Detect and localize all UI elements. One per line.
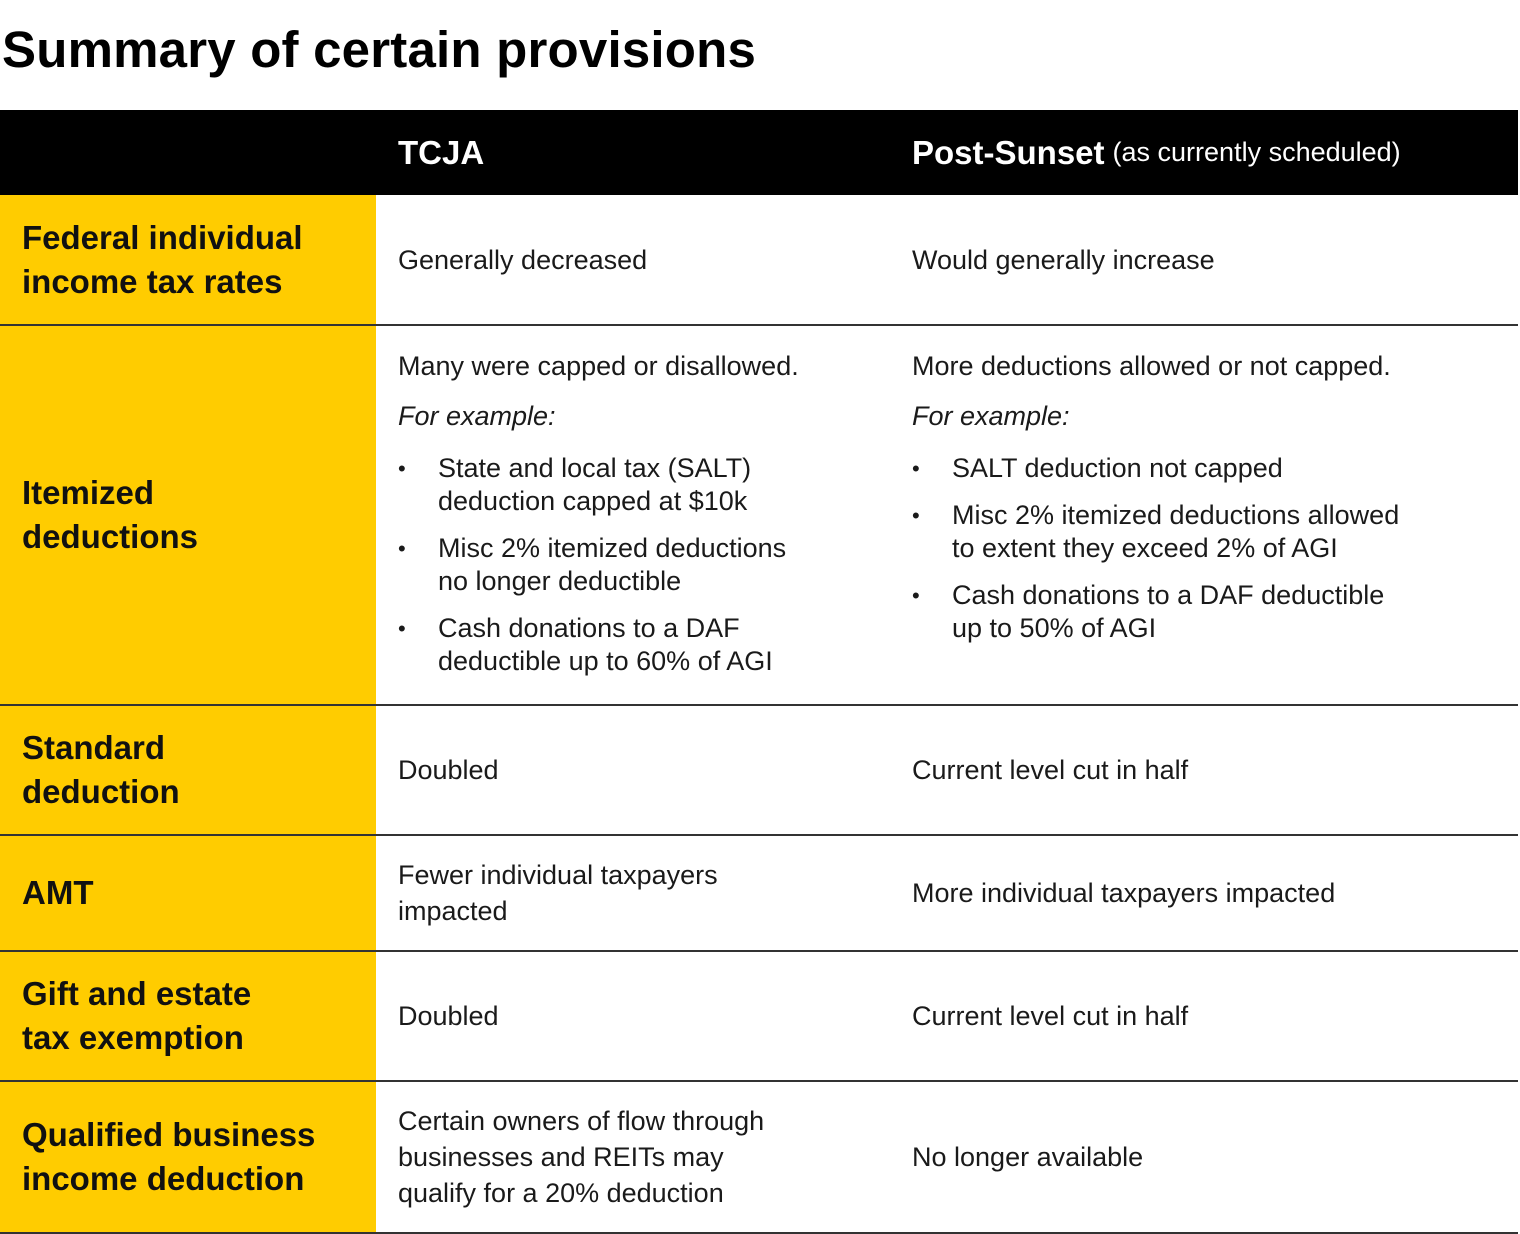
row-label-line: Qualified business: [22, 1116, 316, 1153]
row-label: [0, 952, 376, 1080]
tcja-text: Doubled: [398, 1001, 499, 1031]
post-sunset-cell: [912, 195, 1502, 324]
tcja-cell: [398, 195, 888, 324]
header-tcja: TCJA: [398, 133, 485, 171]
bullet-icon: •: [912, 503, 920, 528]
row-label: [0, 326, 376, 704]
header-post-sunset-note: (as currently scheduled): [1112, 137, 1401, 167]
post-sunset-example-label: For example:: [912, 401, 1070, 431]
page-title: Summary of certain provisions: [2, 21, 757, 78]
list-item: [912, 499, 1502, 565]
tcja-text-line: Fewer individual taxpayers: [398, 860, 718, 890]
bullet-icon: •: [398, 456, 406, 481]
bullet-icon: •: [912, 583, 920, 608]
tcja-text: Doubled: [398, 755, 499, 785]
list-item: [912, 579, 1502, 645]
tcja-text-line: businesses and REITs may: [398, 1142, 724, 1172]
post-sunset-cell: [912, 836, 1502, 950]
post-sunset-text: Current level cut in half: [912, 1001, 1189, 1031]
table-row: [0, 706, 1518, 836]
post-sunset-lead: More deductions allowed or not capped.: [912, 351, 1391, 381]
tcja-bullet-list: [398, 438, 888, 678]
post-sunset-text: Would generally increase: [912, 244, 1215, 275]
post-sunset-cell: [912, 326, 1502, 704]
post-sunset-bullet-list: [912, 438, 1502, 645]
row-label-line: AMT: [22, 874, 94, 911]
bullet-icon: •: [912, 456, 920, 481]
row-label-line: tax exemption: [22, 1019, 244, 1056]
row-label: [0, 706, 376, 834]
post-sunset-cell: [912, 706, 1502, 834]
tcja-cell: [398, 1082, 888, 1232]
list-item: [398, 452, 888, 518]
bullet-text: no longer deductible: [438, 566, 682, 596]
row-label-line: income deduction: [22, 1160, 305, 1197]
tcja-text: Generally decreased: [398, 244, 648, 275]
row-label-line: Itemized: [22, 474, 155, 511]
bullet-text: Misc 2% itemized deductions: [438, 533, 787, 563]
table-row: [0, 1082, 1518, 1234]
post-sunset-cell: [912, 1082, 1502, 1232]
provisions-table: [0, 110, 1518, 1234]
row-label-line: deductions: [22, 518, 199, 555]
table-row: [0, 836, 1518, 952]
row-label: [0, 1082, 376, 1232]
post-sunset-text: No longer available: [912, 1142, 1144, 1172]
tcja-cell: [398, 706, 888, 834]
table-row: [0, 952, 1518, 1082]
tcja-cell: [398, 952, 888, 1080]
row-label-line: Gift and estate: [22, 975, 252, 1012]
list-item: [912, 452, 1502, 485]
tcja-text-line: qualify for a 20% deduction: [398, 1178, 724, 1208]
bullet-text: State and local tax (SALT): [438, 453, 752, 483]
bullet-text: Cash donations to a DAF: [438, 613, 740, 643]
table-header: [0, 110, 1518, 195]
row-label-line: Federal individual: [22, 218, 303, 256]
row-label-line: income tax rates: [22, 262, 283, 300]
header-post-sunset-label: Post-Sunset: [912, 133, 1105, 171]
table-row: [0, 326, 1518, 706]
row-label: [0, 836, 376, 950]
list-item: [398, 532, 888, 598]
post-sunset-text: More individual taxpayers impacted: [912, 878, 1336, 908]
row-label-line: deduction: [22, 773, 180, 810]
row-label: [0, 195, 376, 324]
bullet-icon: •: [398, 616, 406, 641]
table-row: [0, 195, 1518, 326]
bullet-text: deduction capped at $10k: [438, 486, 748, 516]
tcja-cell: [398, 836, 888, 950]
post-sunset-cell: [912, 952, 1502, 1080]
bullet-text: up to 50% of AGI: [952, 613, 1157, 643]
tcja-cell: [398, 326, 888, 704]
bullet-text: Cash donations to a DAF deductible: [952, 580, 1385, 610]
bullet-icon: •: [398, 536, 406, 561]
bullet-text: to extent they exceed 2% of AGI: [952, 533, 1338, 563]
bullet-text: Misc 2% itemized deductions allowed: [952, 500, 1400, 530]
row-label-line: Standard: [22, 729, 166, 766]
tcja-text-line: Certain owners of flow through: [398, 1106, 765, 1136]
tcja-text-line: impacted: [398, 896, 508, 926]
list-item: [398, 612, 888, 678]
bullet-text: SALT deduction not capped: [952, 453, 1283, 483]
tcja-lead: Many were capped or disallowed.: [398, 351, 799, 381]
header-post-sunset: [912, 110, 1401, 195]
post-sunset-text: Current level cut in half: [912, 755, 1189, 785]
tcja-example-label: For example:: [398, 401, 556, 431]
bullet-text: deductible up to 60% of AGI: [438, 646, 773, 676]
